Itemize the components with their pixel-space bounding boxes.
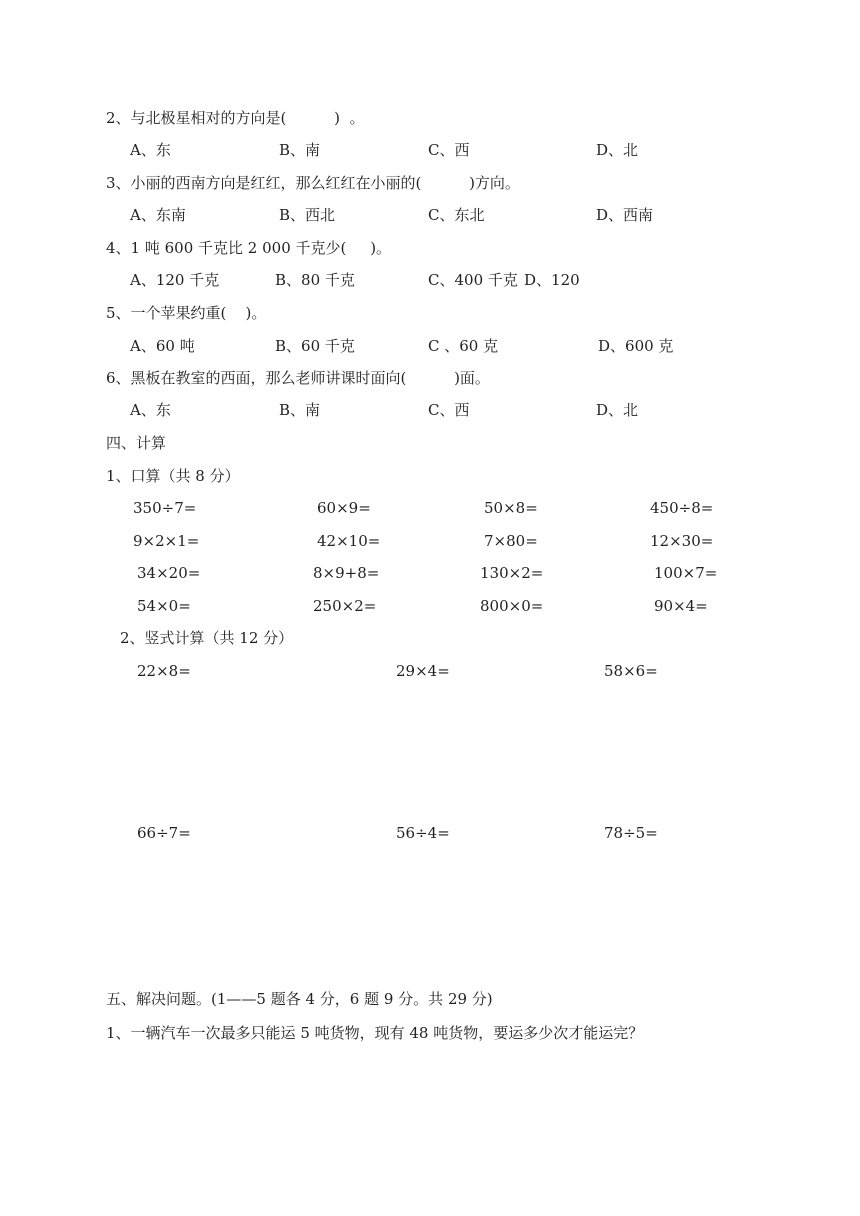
vertical-calc-title: 2、竖式计算（共 12 分） xyxy=(120,629,294,647)
oral-calc-item: 100×7= xyxy=(654,564,718,582)
oral-calc-title: 1、口算（共 8 分） xyxy=(106,467,240,485)
question-2-option-c: C、西 xyxy=(428,141,470,159)
question-2-option-b: B、南 xyxy=(279,141,321,159)
oral-calc-item: 800×0= xyxy=(480,597,544,615)
question-6-option-c: C、西 xyxy=(428,401,470,419)
oral-calc-item: 54×0= xyxy=(137,597,191,615)
vertical-calc-item: 56÷4= xyxy=(396,824,450,842)
question-5-option-d: D、600 克 xyxy=(598,337,674,355)
question-3-stem: 3、小丽的西南方向是红红，那么红红在小丽的( )方向。 xyxy=(106,174,520,192)
oral-calc-item: 250×2= xyxy=(313,597,377,615)
word-problem-1: 1、一辆汽车一次最多只能运 5 吨货物，现有 48 吨货物，要运多少次才能运完？ xyxy=(106,1024,644,1042)
question-2-option-d: D、北 xyxy=(596,141,639,159)
vertical-calc-item: 29×4= xyxy=(396,662,450,680)
question-3-option-c: C、东北 xyxy=(428,206,485,224)
question-3-option-d: D、西南 xyxy=(596,206,654,224)
vertical-calc-item: 22×8= xyxy=(137,662,191,680)
vertical-calc-item: 78÷5= xyxy=(604,824,658,842)
vertical-calc-item: 66÷7= xyxy=(137,824,191,842)
question-6-option-d: D、北 xyxy=(596,401,639,419)
question-6-stem: 6、黑板在教室的西面，那么老师讲课时面向( )面。 xyxy=(106,369,490,387)
question-2-option-a: A、东 xyxy=(130,141,171,159)
question-4-option-d: D、120 xyxy=(524,271,580,289)
oral-calc-item: 8×9+8= xyxy=(313,564,380,582)
question-4-option-b: B、80 千克 xyxy=(275,271,355,289)
oral-calc-item: 42×10= xyxy=(317,532,381,550)
oral-calc-item: 90×4= xyxy=(654,597,708,615)
question-3-option-b: B、西北 xyxy=(279,206,336,224)
question-3-option-a: A、东南 xyxy=(130,206,186,224)
question-5-stem: 5、一个苹果约重( )。 xyxy=(106,304,267,322)
question-6-option-a: A、东 xyxy=(130,401,171,419)
question-5-option-c: C 、60 克 xyxy=(428,337,499,355)
question-4-option-a: A、120 千克 xyxy=(130,271,220,289)
oral-calc-item: 60×9= xyxy=(317,499,371,517)
question-4-stem: 4、1 吨 600 千克比 2 000 千克少( )。 xyxy=(106,239,392,257)
oral-calc-item: 34×20= xyxy=(137,564,201,582)
section-4-title: 四、计算 xyxy=(106,434,167,452)
question-5-option-b: B、60 千克 xyxy=(275,337,355,355)
question-5-option-a: A、60 吨 xyxy=(130,337,195,355)
question-6-option-b: B、南 xyxy=(279,401,321,419)
oral-calc-item: 350÷7= xyxy=(133,499,197,517)
oral-calc-item: 9×2×1= xyxy=(133,532,200,550)
vertical-calc-item: 58×6= xyxy=(604,662,658,680)
oral-calc-item: 12×30= xyxy=(650,532,714,550)
oral-calc-item: 7×80= xyxy=(484,532,538,550)
question-2-stem: 2、与北极星相对的方向是( ) 。 xyxy=(106,109,365,127)
oral-calc-item: 450÷8= xyxy=(650,499,714,517)
question-4-option-c: C、400 千克 xyxy=(428,271,518,289)
oral-calc-item: 130×2= xyxy=(480,564,544,582)
oral-calc-item: 50×8= xyxy=(484,499,538,517)
section-5-title: 五、解决问题。(1——5 题各 4 分，6 题 9 分。共 29 分) xyxy=(106,990,493,1008)
